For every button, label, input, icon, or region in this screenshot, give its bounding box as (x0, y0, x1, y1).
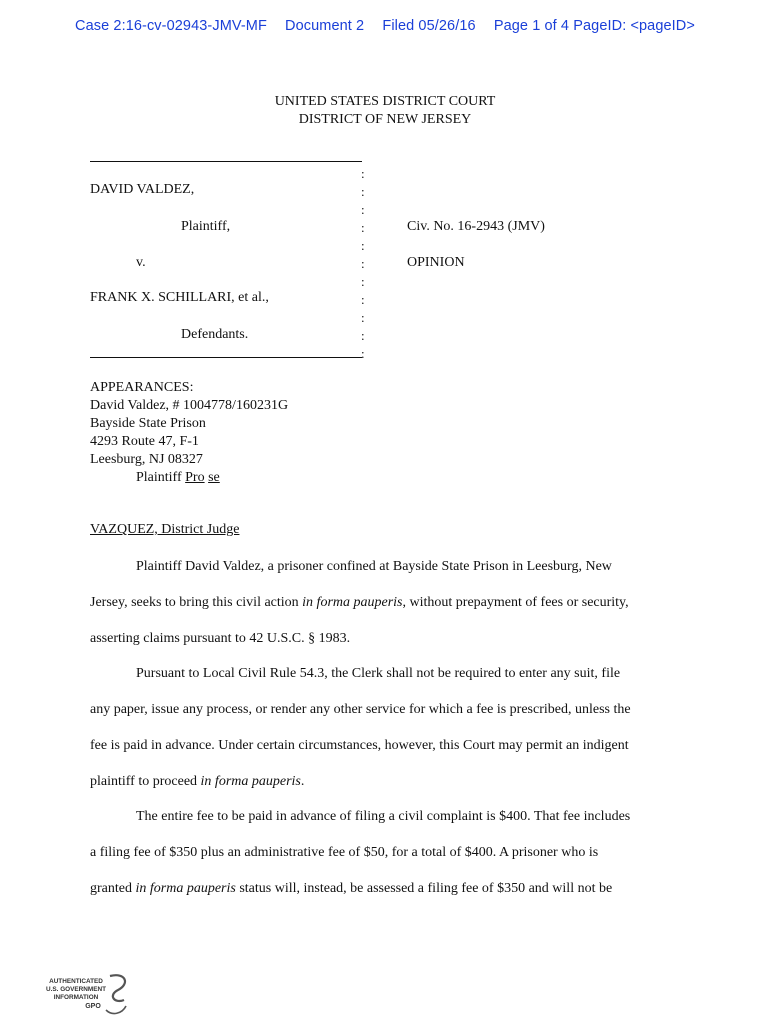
plaintiff-name: DAVID VALDEZ, (90, 182, 195, 197)
gpo-line: AUTHENTICATED (49, 978, 103, 985)
paragraph-line (90, 595, 690, 611)
appearance-role (90, 469, 288, 487)
gpo-line: U.S. GOVERNMENT (45, 986, 107, 993)
caption-colon: : (361, 274, 365, 289)
judge-heading: VAZQUEZ, District Judge (90, 522, 240, 537)
text-run: . (300, 774, 305, 789)
page-info: Page 1 of 4 PageID: <pageID> (493, 18, 695, 34)
caption-colon: : (361, 184, 365, 199)
paragraph-line: fee is paid in advance. Under certain circumstances, however, this Court may permit an indigent (90, 738, 629, 753)
gpo-authentication-logo (40, 970, 140, 1018)
civil-number: Civ. No. 16-2943 (JMV) (407, 219, 545, 234)
paragraph-line (90, 774, 690, 790)
text-run: status will, instead, be assessed a filing fee of $350 and will not be (235, 881, 613, 896)
appearances-block (90, 379, 288, 487)
gpo-line: INFORMATION (53, 994, 99, 1001)
caption-colon: : (361, 166, 365, 181)
caption-colon: : (361, 292, 365, 307)
text-run: plaintiff to proceed (90, 774, 201, 789)
caption-colon: : (361, 220, 365, 235)
paragraph-line: a filing fee of $350 plus an administrative fee of $50, for a total of $400. A prisoner who is (90, 845, 599, 860)
document-number: Document 2 (285, 18, 365, 34)
caption-top-rule (90, 161, 362, 162)
caption-colon: : (361, 310, 365, 325)
paragraph-line: The entire fee to be paid in advance of filing a civil complaint is $400. That fee includes (136, 809, 631, 824)
caption-colon: : (361, 346, 365, 361)
italic-term: in forma pauperis (135, 881, 236, 896)
text-run: granted (90, 881, 136, 896)
court-name: UNITED STATES DISTRICT COURT (274, 94, 496, 109)
gpo-line: GPO (85, 1003, 101, 1010)
paragraph-line (90, 881, 690, 897)
role-prefix: Plaintiff (136, 470, 182, 485)
defendant-name: FRANK X. SCHILLARI, et al., (90, 290, 269, 305)
appearance-line: Leesburg, NJ 08327 (90, 452, 203, 467)
plaintiff-role: Plaintiff, (181, 219, 231, 234)
court-heading (0, 93, 770, 129)
appearance-line: Bayside State Prison (90, 416, 206, 431)
caption-colon: : (361, 238, 365, 253)
versus: v. (136, 255, 146, 270)
caption-bottom-rule (90, 357, 362, 358)
court-district: DISTRICT OF NEW JERSEY (298, 112, 472, 127)
defendant-role: Defendants. (181, 327, 249, 342)
paragraph-line: Plaintiff David Valdez, a prisoner confined at Bayside State Prison in Leesburg, New (136, 559, 612, 574)
document-type: OPINION (407, 255, 465, 270)
paragraph-line: Pursuant to Local Civil Rule 54.3, the Clerk shall not be required to enter any suit, file (136, 666, 621, 681)
caption-colon: : (361, 202, 365, 217)
case-number: Case 2:16-cv-02943-JMV-MF (75, 18, 267, 34)
text-run: , without prepayment of fees or security, (402, 595, 629, 610)
appearances-heading: APPEARANCES: (90, 380, 194, 395)
paragraph-line: asserting claims pursuant to 42 U.S.C. § 1983. (90, 631, 351, 646)
text-run: Jersey, seeks to bring this civil action (90, 595, 303, 610)
filed-date: Filed 05/26/16 (382, 18, 476, 34)
caption-colon: : (361, 328, 365, 343)
ecf-header-stamp (0, 18, 770, 34)
role-pro: Pro (185, 470, 205, 485)
role-se: se (208, 470, 220, 485)
swoosh-tail-icon (106, 1006, 126, 1013)
eagle-swoosh-icon (110, 975, 125, 1001)
caption-colon: : (361, 256, 365, 271)
appearance-line: David Valdez, # 1004778/160231G (90, 398, 289, 413)
appearance-line: 4293 Route 47, F-1 (90, 434, 199, 449)
paragraph-line: any paper, issue any process, or render any other service for which a fee is prescribed, unless the (90, 702, 631, 717)
italic-term: in forma pauperis (200, 774, 301, 789)
italic-term: in forma pauperis (302, 595, 403, 610)
